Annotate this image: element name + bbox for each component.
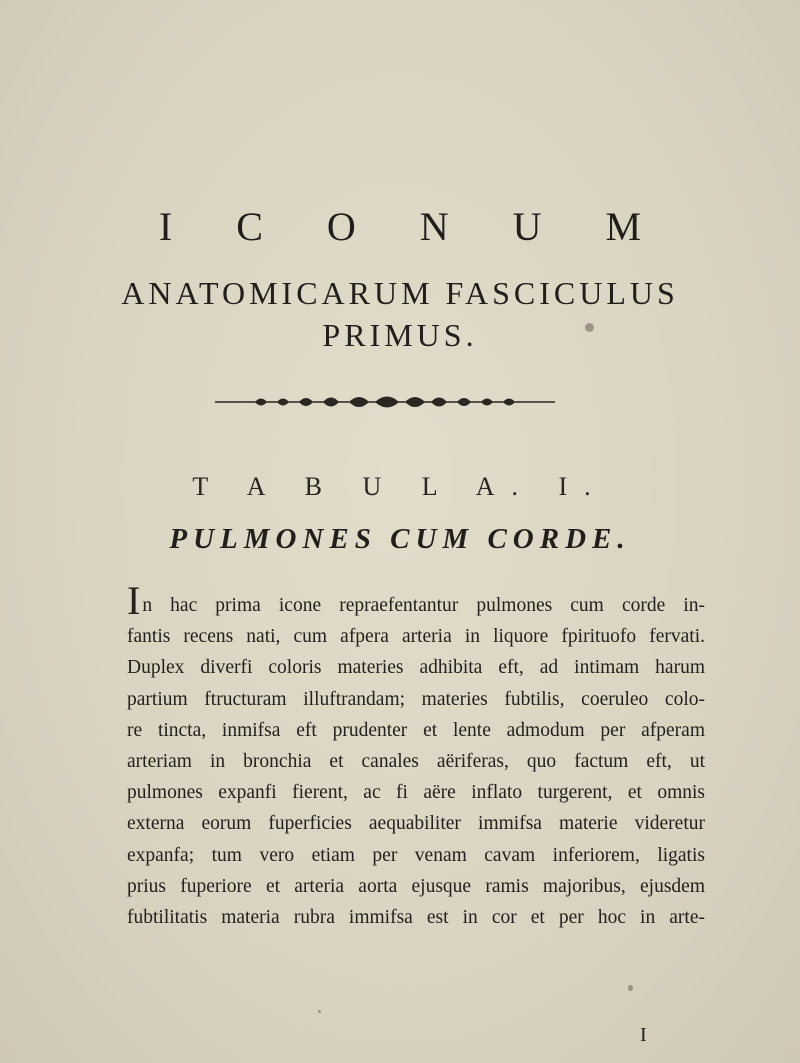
foxing-spot [585,323,594,332]
text-line: Duplex diverfi coloris materies adhibita eft, ad intimam harum [127,657,705,679]
page-title: I C O N U M [158,204,669,249]
foxing-spot [318,1010,321,1013]
page-subtitle: ANATOMICARUM FASCICULUS [121,275,679,311]
foxing-spot [628,985,633,991]
text-line: fubtilitatis materia rubra immifsa est in cor et per hoc in arte- [127,907,705,929]
text-line: partium ftructuram illuftrandam; materies fubtilis, coeruleo colo- [127,688,705,710]
text-line: expanfa; tum vero etiam per venam cavam inferiorem, ligatis [127,844,705,866]
text-line: arteriam in bronchia et canales aëriferas, quo factum eft, ut [127,751,705,773]
text-line: pulmones expanfi fierent, ac fi aëre inflato turgerent, et omnis [127,782,705,804]
text-line: re tincta, inmifsa eft prudenter et lente admodum per afperam [127,719,705,741]
text-line: In hac prima icone repraefentantur pulmones cum corde in- [127,578,705,623]
text-line: fantis recens nati, cum afpera arteria in liquore fpirituofo fervati. [127,626,705,648]
ornamental-rule [215,393,555,411]
signature-mark: I [640,1024,647,1046]
section-heading: PULMONES CUM CORDE. [169,523,631,555]
text-line: externa eorum fuperficies aequabiliter immifsa materie videretur [127,813,705,835]
body-paragraph [127,578,705,933]
drop-cap: I [127,578,141,623]
text-line: prius fuperiore et arteria aorta ejusque ramis majoribus, ejusdem [127,875,705,897]
plate-label: T A B U L A. I. [192,472,608,501]
page-subtitle-second-line: PRIMUS. [322,317,478,353]
